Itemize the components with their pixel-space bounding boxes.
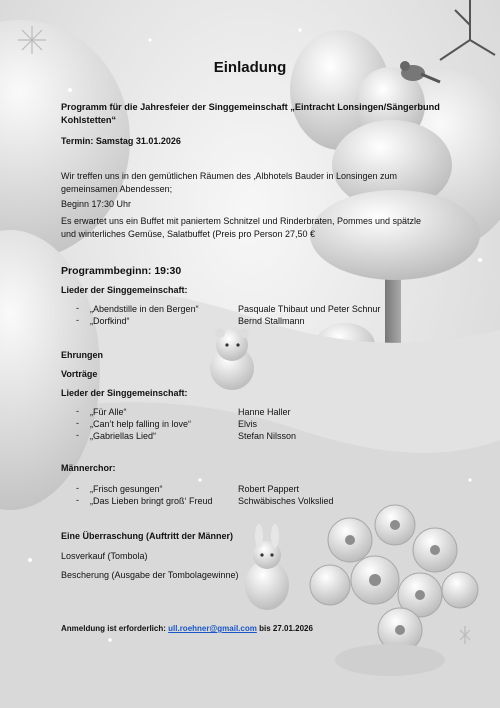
list-bullet: - xyxy=(76,303,79,313)
list-bullet: - xyxy=(76,418,79,428)
song-title: „Frisch gesungen“ xyxy=(90,484,163,494)
song-artist: Hanne Haller xyxy=(238,407,291,417)
registration-prefix: Anmeldung ist erforderlich: xyxy=(61,624,166,633)
song-artist: Robert Pappert xyxy=(238,484,300,494)
start-time: Beginn 17:30 Uhr xyxy=(61,199,132,209)
song-title: „Dorfkind“ xyxy=(90,316,130,326)
song-artist: Schwäbisches Volkslied xyxy=(238,496,334,506)
event-date: Termin: Samstag 31.01.2026 xyxy=(61,136,181,146)
list-bullet: - xyxy=(76,483,79,493)
section-heading: Männerchor: xyxy=(61,463,116,473)
buffet-text: Es erwartet uns ein Buffet mit paniertem Schnitzel und Rinderbraten, Pommes und spätzle und winterliches Gemüse, Salatbuffet (Preis pro Person 27,50 € xyxy=(61,216,422,239)
song-artist: Bernd Stallmann xyxy=(238,316,305,326)
raffle-sale-text: Losverkauf (Tombola) xyxy=(61,551,148,561)
song-title: „Das Lieben bringt groß‘ Freud xyxy=(90,496,213,506)
prize-giving-text: Bescherung (Ausgabe der Tombolagewinne) xyxy=(61,570,239,580)
list-bullet: - xyxy=(76,315,79,325)
lectures-heading: Vorträge xyxy=(61,369,98,379)
intro-text: Wir treffen uns in den gemütlichen Räumen des ‚Albhotels Bauder in Lonsingen zum gemeinsamen Abendessen; xyxy=(61,171,398,194)
registration-line xyxy=(61,624,313,633)
email-link[interactable]: ull.roehner@gmail.com xyxy=(168,624,257,633)
program-start: Programmbeginn: 19:30 xyxy=(61,265,182,277)
song-title: „Für Alle“ xyxy=(90,407,127,417)
song-artist: Pasquale Thibaut und Peter Schnur xyxy=(238,304,381,314)
list-bullet: - xyxy=(76,430,79,440)
list-bullet: - xyxy=(76,495,79,505)
song-title: „Can’t help falling in love“ xyxy=(90,419,192,429)
surprise-heading: Eine Überraschung (Auftritt der Männer) xyxy=(61,531,234,541)
program-subtitle: Programm für die Jahresfeier der Singgemeinschaft „Eintracht Lonsingen/Sängerbund Kohlstetten“ xyxy=(61,102,440,125)
registration-deadline: bis 27.01.2026 xyxy=(259,624,313,633)
honors-heading: Ehrungen xyxy=(61,350,103,360)
song-artist: Stefan Nilsson xyxy=(238,431,297,441)
song-title: „Gabriellas Lied“ xyxy=(90,431,157,441)
section-heading: Lieder der Singgemeinschaft: xyxy=(61,285,188,295)
list-bullet: - xyxy=(76,406,79,416)
page-title: Einladung xyxy=(213,59,287,76)
section-heading: Lieder der Singgemeinschaft: xyxy=(61,388,188,398)
song-artist: Elvis xyxy=(238,419,258,429)
song-title: „Abendstille in den Bergen“ xyxy=(90,304,199,314)
